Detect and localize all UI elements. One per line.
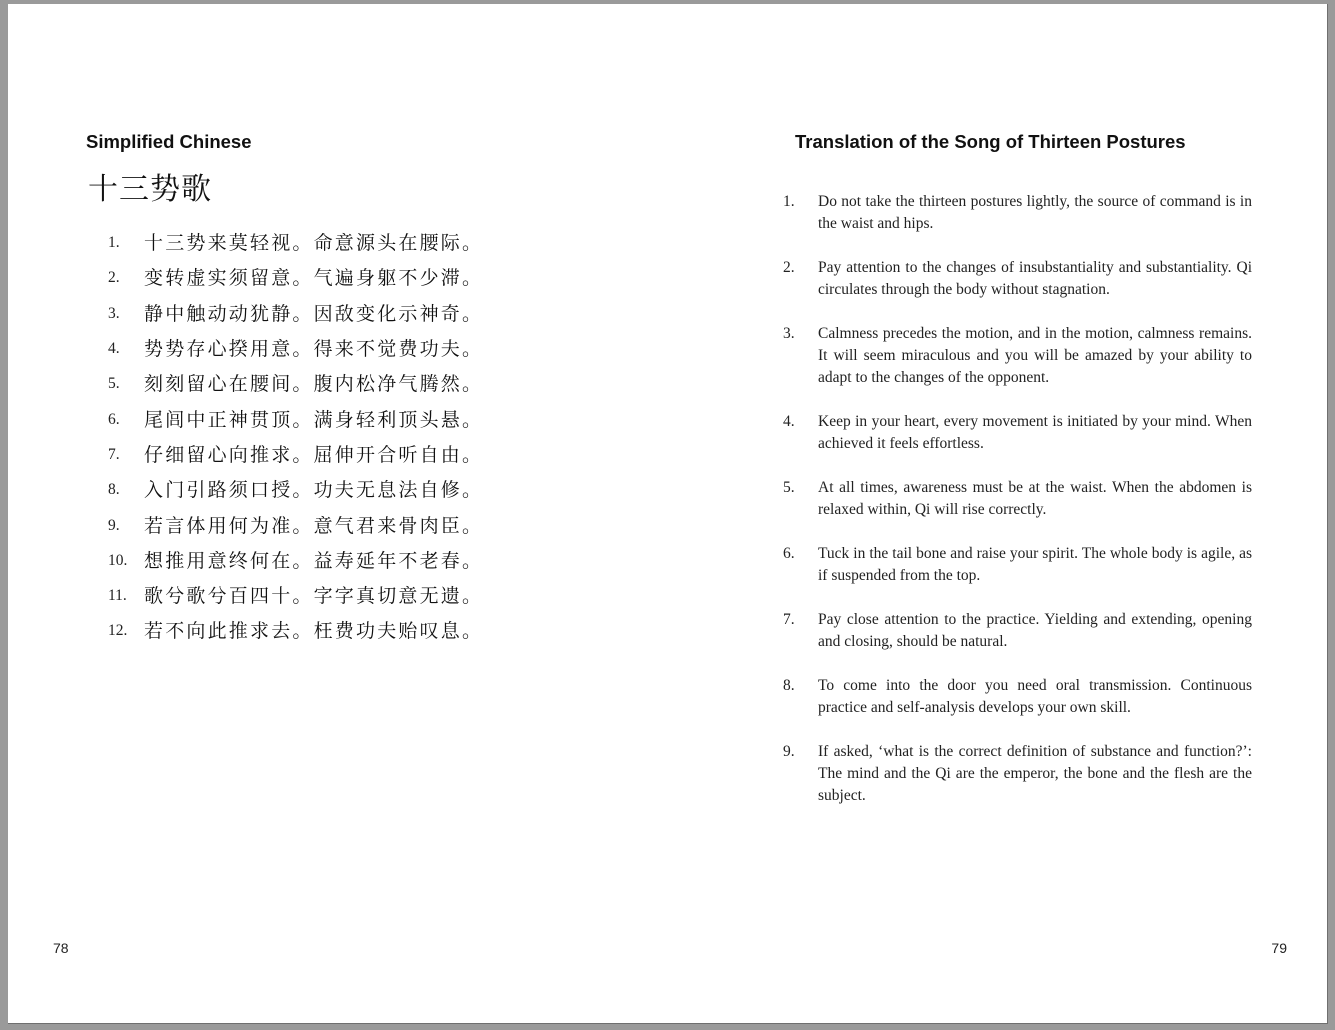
right-page <box>668 4 1327 1023</box>
translation-number: 3. <box>783 325 795 342</box>
verse-text: 十三势来莫轻视。命意源头在腰际。 <box>144 232 484 255</box>
translation-item <box>783 543 1252 587</box>
verse-number: 6. <box>108 410 120 428</box>
translation-item <box>783 741 1252 807</box>
left-page-heading: Simplified Chinese <box>86 131 252 152</box>
translation-text: To come into the door you need oral transmission. Continuous practice and self-analysis develops your own skill. <box>818 677 1252 716</box>
translation-text: Keep in your heart, every movement is initiated by your mind. When achieved it feels effortless. <box>818 413 1252 452</box>
chinese-verse-line <box>108 330 483 365</box>
translation-list <box>783 191 1252 829</box>
translation-number: 1. <box>783 193 795 210</box>
verse-number: 8. <box>108 481 120 499</box>
translation-number: 2. <box>783 259 795 276</box>
chinese-verse-line <box>108 365 483 400</box>
translation-text: At all times, awareness must be at the waist. When the abdomen is relaxed within, Qi will rise correctly. <box>818 479 1252 518</box>
page-number-right: 79 <box>1271 940 1287 956</box>
chinese-verse-line <box>108 612 483 647</box>
translation-item <box>783 477 1252 521</box>
verse-text: 仔细留心向推求。屈伸开合听自由。 <box>144 443 484 466</box>
verse-number: 3. <box>108 304 120 322</box>
translation-item <box>783 323 1252 389</box>
verse-text: 刻刻留心在腰间。腹内松净气腾然。 <box>144 373 484 396</box>
translation-item <box>783 257 1252 301</box>
chinese-verse-line <box>108 295 483 330</box>
verse-number: 1. <box>108 234 120 252</box>
verse-text: 若不向此推求去。枉费功夫贻叹息。 <box>144 620 484 643</box>
verse-number: 5. <box>108 375 120 393</box>
verse-text: 想推用意终何在。益寿延年不老春。 <box>144 549 484 572</box>
translation-text: If asked, ‘what is the correct definition of substance and function?’: The mind and the Qi are the emperor, the bone and the flesh are the subject. <box>818 743 1252 804</box>
verse-number: 4. <box>108 340 120 358</box>
verse-text: 静中触动动犹静。因敌变化示神奇。 <box>144 302 484 325</box>
verse-text: 歌兮歌兮百四十。字字真切意无遗。 <box>144 585 484 608</box>
chinese-verse-line <box>108 471 483 506</box>
translation-item <box>783 609 1252 653</box>
translation-number: 5. <box>783 479 795 496</box>
left-page <box>8 4 668 1023</box>
chinese-verse-line <box>108 436 483 471</box>
book-spread <box>8 4 1328 1024</box>
verse-text: 入门引路须口授。功夫无息法自修。 <box>144 479 484 502</box>
translation-text: Tuck in the tail bone and raise your spirit. The whole body is agile, as if suspended from the top. <box>818 545 1252 584</box>
translation-number: 7. <box>783 611 795 628</box>
right-page-heading: Translation of the Song of Thirteen Postures <box>795 131 1186 152</box>
verse-text: 若言体用何为准。意气君来骨肉臣。 <box>144 514 484 537</box>
translation-number: 9. <box>783 743 795 760</box>
translation-text: Do not take the thirteen postures lightly, the source of command is in the waist and hips. <box>818 193 1252 232</box>
verse-number: 11. <box>108 587 127 605</box>
verse-text: 变转虚实须留意。气遍身躯不少滞。 <box>144 267 484 290</box>
verse-text: 势势存心揆用意。得来不觉费功夫。 <box>144 338 484 361</box>
verse-number: 2. <box>108 269 120 287</box>
chinese-verse-line <box>108 506 483 541</box>
chinese-song-title: 十三势歌 <box>88 172 212 207</box>
translation-number: 6. <box>783 545 795 562</box>
verse-number: 10. <box>108 551 128 569</box>
translation-text: Pay attention to the changes of insubstantiality and substantiality. Qi circulates through the body without stagnation. <box>818 259 1252 298</box>
translation-item <box>783 675 1252 719</box>
translation-text: Pay close attention to the practice. Yielding and extending, opening and closing, should be natural. <box>818 611 1252 650</box>
chinese-verse-line <box>108 400 483 435</box>
verse-number: 12. <box>108 622 128 640</box>
verse-number: 9. <box>108 516 120 534</box>
translation-item <box>783 191 1252 235</box>
chinese-verse-list <box>108 224 483 648</box>
chinese-verse-line <box>108 224 483 259</box>
chinese-verse-line <box>108 577 483 612</box>
verse-text: 尾闾中正神贯顶。满身轻利顶头悬。 <box>144 408 484 431</box>
translation-number: 4. <box>783 413 795 430</box>
chinese-verse-line <box>108 259 483 294</box>
translation-text: Calmness precedes the motion, and in the motion, calmness remains. It will seem miraculous and you will be amazed by your ability to adapt to the changes of the opponent. <box>818 325 1252 386</box>
verse-number: 7. <box>108 445 120 463</box>
translation-item <box>783 411 1252 455</box>
chinese-verse-line <box>108 542 483 577</box>
translation-number: 8. <box>783 677 795 694</box>
page-number-left: 78 <box>53 940 69 956</box>
